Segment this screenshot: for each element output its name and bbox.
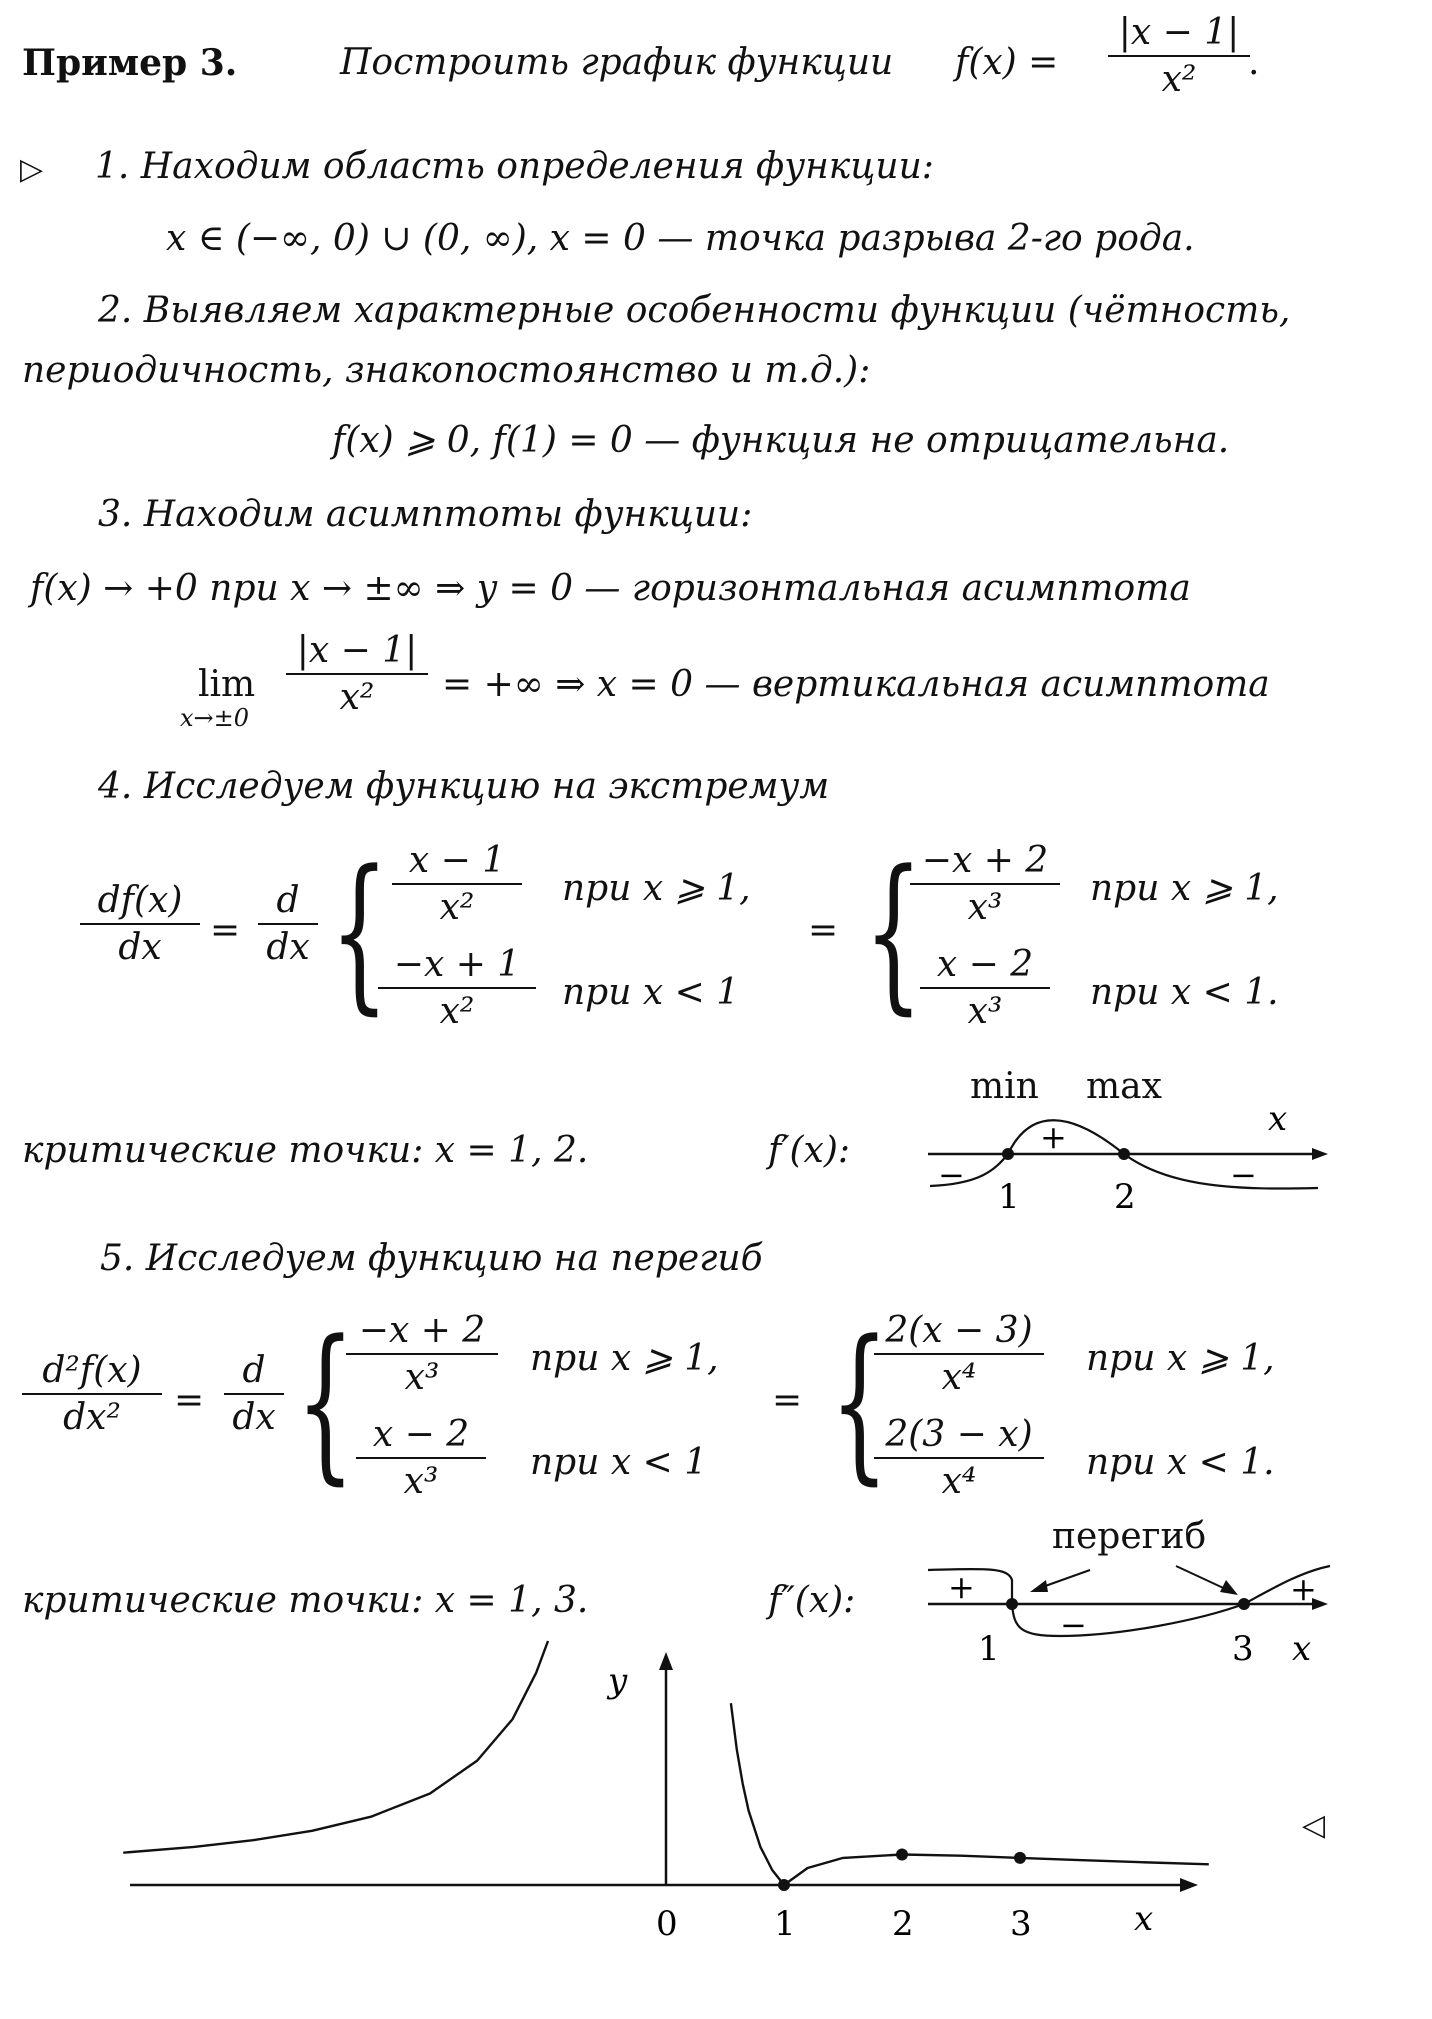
step3-title: 3. Находим асимптоты функции: (98, 494, 753, 535)
result-numerator: 2(3 − x) (885, 1414, 1033, 1455)
result-denominator: x³ (967, 991, 1003, 1032)
x-axis-arrow (1180, 1878, 1198, 1892)
lhs-denominator: dx² (63, 1397, 121, 1438)
function-lhs: f(x) = (955, 42, 1059, 83)
critical-points-extremum: критические точки: x = 1, 2. (22, 1130, 589, 1171)
result-denominator: x⁴ (941, 1461, 977, 1502)
limit-symbol: lim (198, 664, 256, 705)
case-numerator: −x + 1 (393, 944, 521, 985)
min-label: min (970, 1066, 1039, 1107)
case1-condition: при x ⩾ 1, (530, 1338, 719, 1379)
lhs-numerator: df(x) (97, 880, 183, 921)
left-brace: { (330, 834, 389, 1030)
tick-1: 1 (978, 1629, 1000, 1669)
d-denominator: dx (232, 1397, 276, 1438)
plus-sign: + (948, 1568, 975, 1606)
axis-x-label: x (1292, 1629, 1312, 1669)
step2-title: 2. Выявляем характерные особенности функции (чётность, (98, 290, 1291, 331)
x-tick-label: 1 (774, 1904, 796, 1944)
vertical-asymptote: = +∞ ⇒ x = 0 — вертикальная асимптота (442, 664, 1270, 705)
tick-1: 1 (998, 1177, 1020, 1217)
header-period: . (1248, 42, 1260, 83)
example-label: Пример 3. (22, 42, 238, 84)
step5-title: 5. Исследуем функцию на перегиб (100, 1238, 763, 1279)
marked-point (1014, 1852, 1026, 1864)
y-axis-arrow (659, 1652, 673, 1670)
start-marker: ▷ (20, 152, 44, 187)
first-derivative-label: f′(x): (768, 1130, 851, 1171)
step1-title: 1. Находим область определения функции: (95, 146, 934, 187)
result-numerator: x − 2 (936, 944, 1034, 985)
end-marker: ◁ (1302, 1808, 1326, 1843)
critical-points-inflection: критические точки: x = 1, 3. (22, 1580, 589, 1621)
minus-sign: − (1060, 1606, 1087, 1644)
result1-condition: при x ⩾ 1, (1090, 868, 1279, 909)
minus-sign: − (1230, 1156, 1257, 1194)
case1-condition: при x ⩾ 1, (562, 868, 751, 909)
max-label: max (1086, 1066, 1162, 1107)
plus-sign: + (1040, 1118, 1067, 1156)
result-numerator: 2(x − 3) (885, 1310, 1033, 1351)
axis-x-label: x (1268, 1099, 1288, 1139)
left-brace: { (296, 1304, 355, 1500)
marked-point (896, 1849, 908, 1861)
lhs-numerator: d²f(x) (42, 1350, 142, 1391)
case-denominator: x³ (404, 1357, 440, 1398)
left-brace: { (830, 1304, 889, 1500)
tick-3: 3 (1232, 1629, 1254, 1669)
result2-condition: при x < 1. (1090, 972, 1279, 1013)
result-denominator: x³ (967, 887, 1003, 928)
case-denominator: x³ (403, 1461, 439, 1502)
step2-title-cont: периодичность, знакопостоянство и т.д.): (22, 350, 871, 391)
case-denominator: x² (439, 887, 475, 928)
result2-condition: при x < 1. (1086, 1442, 1275, 1483)
case-numerator: x − 1 (408, 840, 506, 881)
case-numerator: x − 2 (372, 1414, 470, 1455)
x-axis-label: x (1134, 1899, 1154, 1939)
result-numerator: −x + 2 (921, 840, 1049, 881)
inflection-label: перегиб (1052, 1516, 1207, 1557)
left-brace: { (864, 834, 923, 1030)
equals-sign: = (174, 1380, 205, 1421)
step1-domain: x ∈ (−∞, 0) ∪ (0, ∞), x = 0 — точка разрыва 2-го рода. (166, 218, 1195, 259)
marked-point (778, 1879, 790, 1891)
second-derivative-label: f″(x): (768, 1580, 856, 1621)
case2-condition: при x < 1 (562, 972, 740, 1013)
d-numerator: d (276, 880, 300, 921)
x-tick-label: 2 (892, 1904, 914, 1944)
tick-2: 2 (1114, 1177, 1136, 1217)
x-tick-label: 3 (1010, 1904, 1032, 1944)
step2-result: f(x) ⩾ 0, f(1) = 0 — функция не отрицательна. (332, 420, 1230, 461)
lhs-denominator: dx (118, 927, 162, 968)
d-numerator: d (242, 1350, 266, 1391)
equals-sign: = (210, 910, 241, 951)
limit-numerator: |x − 1| (296, 630, 418, 671)
y-axis-label: y (608, 1661, 628, 1701)
minus-sign: − (938, 1156, 965, 1194)
case2-condition: при x < 1 (530, 1442, 708, 1483)
horizontal-asymptote: f(x) → +0 при x → ±∞ ⇒ y = 0 — горизонтальная асимптота (30, 568, 1191, 609)
case-denominator: x² (439, 991, 475, 1032)
function-numerator: |x − 1| (1118, 12, 1240, 53)
limit-subscript: x→±0 (180, 704, 250, 732)
equals-sign: = (808, 910, 839, 951)
curve-right-branch (731, 1703, 1209, 1885)
step4-title: 4. Исследуем функцию на экстремум (98, 766, 830, 807)
d-denominator: dx (266, 927, 310, 968)
limit-denominator: x² (339, 677, 375, 718)
result-denominator: x⁴ (941, 1357, 977, 1398)
equals-sign: = (772, 1380, 803, 1421)
plus-sign: + (1290, 1570, 1317, 1608)
task-statement: Построить график функции (340, 42, 894, 83)
curve-left-branch (123, 1641, 548, 1853)
result1-condition: при x ⩾ 1, (1086, 1338, 1275, 1379)
function-denominator: x² (1161, 59, 1197, 100)
case-numerator: −x + 2 (358, 1310, 486, 1351)
x-tick-label: 0 (656, 1904, 678, 1944)
